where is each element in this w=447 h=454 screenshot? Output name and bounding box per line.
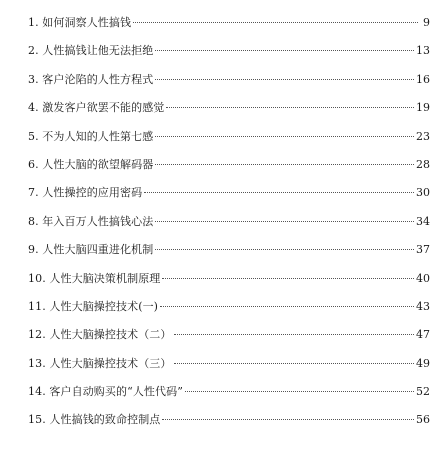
toc-entry-title: 3. 客户沦陷的人性方程式 bbox=[28, 72, 154, 86]
toc-entry-10[interactable] bbox=[28, 270, 430, 298]
toc-entry-8[interactable] bbox=[28, 213, 430, 241]
toc-entry-1[interactable] bbox=[28, 14, 430, 42]
toc-entry-title: 1. 如何洞察人性搞钱 bbox=[28, 16, 132, 29]
dot-leader bbox=[166, 107, 414, 108]
toc-entry-6[interactable] bbox=[28, 156, 430, 184]
toc-entry-4[interactable] bbox=[28, 99, 430, 127]
toc-entry-page: 23 bbox=[416, 129, 430, 143]
toc-entry-page: 43 bbox=[416, 299, 430, 313]
toc-entry-title: 15. 人性搞钱的致命控制点 bbox=[28, 413, 161, 427]
dot-leader bbox=[133, 22, 418, 23]
toc-entry-page: 19 bbox=[416, 101, 430, 115]
toc-entry-page: 13 bbox=[416, 44, 430, 58]
toc-entry-7[interactable] bbox=[28, 184, 430, 212]
toc-entry-11[interactable] bbox=[28, 298, 430, 326]
dot-leader bbox=[155, 136, 414, 137]
toc-entry-page: 49 bbox=[416, 356, 430, 370]
toc-entry-title: 14. 客户自动购买的“人性代码” bbox=[28, 385, 183, 399]
toc-entry-page: 30 bbox=[416, 186, 430, 200]
dot-leader bbox=[160, 306, 414, 307]
toc-entry-title: 5. 不为人知的人性第七感 bbox=[28, 129, 154, 143]
dot-leader bbox=[155, 50, 414, 51]
toc-entry-page: 9 bbox=[423, 16, 430, 29]
toc-entry-page: 34 bbox=[416, 214, 430, 228]
toc-entry-title: 7. 人性操控的应用密码 bbox=[28, 186, 143, 200]
dot-leader bbox=[155, 221, 414, 222]
toc-entry-12[interactable] bbox=[28, 326, 430, 354]
toc-entry-title: 10. 人性大脑决策机制原理 bbox=[28, 271, 161, 285]
toc-entry-title: 6. 人性大脑的欲望解码器 bbox=[28, 157, 154, 171]
toc-entry-3[interactable] bbox=[28, 71, 430, 99]
toc-entry-page: 37 bbox=[416, 243, 430, 257]
toc-entry-title: 8. 年入百万人性搞钱心法 bbox=[28, 214, 154, 228]
toc-entry-page: 16 bbox=[416, 72, 430, 86]
dot-leader bbox=[174, 334, 415, 335]
toc-entry-title: 13. 人性大脑操控技术（三） bbox=[28, 356, 172, 370]
dot-leader bbox=[155, 164, 414, 165]
toc-entry-2[interactable] bbox=[28, 42, 430, 70]
toc-entry-title: 12. 人性大脑操控技术（二） bbox=[28, 328, 172, 342]
dot-leader bbox=[174, 363, 415, 364]
toc-entry-title: 2. 人性搞钱让他无法拒绝 bbox=[28, 44, 154, 58]
toc-entry-page: 47 bbox=[416, 328, 430, 342]
toc-entry-13[interactable] bbox=[28, 355, 430, 383]
dot-leader bbox=[155, 79, 414, 80]
dot-leader bbox=[162, 278, 414, 279]
toc-entry-5[interactable] bbox=[28, 128, 430, 156]
table-of-contents bbox=[28, 14, 430, 440]
toc-entry-title: 11. 人性大脑操控技术(一) bbox=[28, 299, 159, 313]
dot-leader bbox=[155, 249, 414, 250]
toc-entry-page: 56 bbox=[416, 413, 430, 427]
toc-entry-page: 40 bbox=[416, 271, 430, 285]
toc-entry-9[interactable] bbox=[28, 241, 430, 269]
toc-entry-title: 9. 人性大脑四重进化机制 bbox=[28, 243, 154, 257]
dot-leader bbox=[144, 192, 414, 193]
toc-entry-title: 4. 激发客户欲罢不能的感觉 bbox=[28, 101, 165, 115]
toc-entry-page: 52 bbox=[416, 385, 430, 399]
toc-entry-page: 28 bbox=[416, 157, 430, 171]
toc-entry-15[interactable] bbox=[28, 411, 430, 439]
dot-leader bbox=[185, 391, 414, 392]
toc-entry-14[interactable] bbox=[28, 383, 430, 411]
dot-leader bbox=[162, 419, 414, 420]
